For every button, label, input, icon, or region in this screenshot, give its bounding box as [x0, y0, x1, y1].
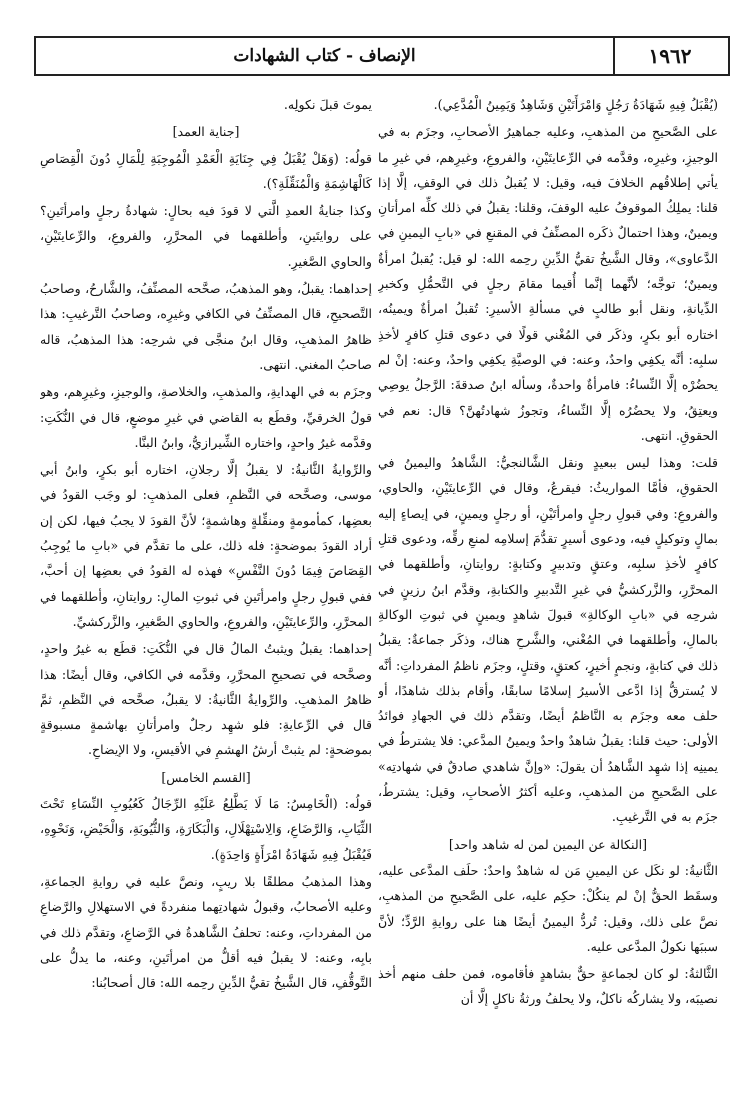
paragraph: قولُه: (الْخَامِسُ: مَا لَا يَطَّلِعُ عَلَيْهِ الرِّجَالُ كَعُيُوبِ النِّسَاءِ تَحْتَ الثِّيَابِ، وَالرَّضَاعِ، وَالِاسْتِهْلَالِ، وَالْبَكَارَةِ، وَالثُّيُوبَةِ، وَالْحَيْضِ، وَنَحْوِهِ، فَيُقْبَلُ فِيهِ شَهَادَةُ امْرَأَةٍ وَاحِدَةٍ).	[40, 796, 372, 862]
page-number: ١٩٦٢	[648, 44, 692, 68]
section-heading: [القسم الخامس]	[161, 769, 251, 785]
paragraph: إحداهما: يقبلُ ويثبتُ المالُ قال في النُّكَتِ: قطَع به غيرُ واحدٍ، وصحَّحه في تصحيحِ المحرَّرِ، وقدَّمه في الكافي، وقال أيضًا: هذا ظاهرُ المذهبِ. والرِّوايةُ الثَّانيةُ: لا يقبلُ، صحَّحه في النَّظمِ، ثمَّ قال في الرِّعايةِ: فلو شهِد رجلٌ وامرأتانِ بهاشمةٍ مسبوقةٍ بموضحةٍ: لم يثبتْ أرشُ الهشمِ في الأقيسِ، ولا الإيضاحِ.	[40, 641, 372, 758]
paragraph: وجزَم به في الهدايةِ، والمذهبِ، والخلاصةِ، والوجيزِ، وغيرِهم، وهو قولُ الخرقيِّ، وقطَع به القاضي في غيرِ موضعٍ، قال في النُّكَتِ: وقدَّمه غيرُ واحدٍ، واختاره الشِّيرازيُّ، وابنُ البنَّا.	[40, 384, 372, 450]
paragraph: الثَّانيةُ: لو نكَل عن اليمينِ مَن له شاهدٌ واحدٌ: حلَف المدَّعى عليه، وسقَط الحقُّ إنْ لم ينكُلْ: حكِم عليه، على الصَّحيحِ من المذهبِ، نصَّ على ذلك، وقيل: تُردُّ اليمينُ أيضًا هنا على روايةِ الرَّدِّ؛ لأنَّ سببَها نكولُ المدَّعى عليه.	[378, 862, 718, 954]
paragraph: قولُه: (وَهَلْ يُقْبَلُ فِي جِنَايَةِ الْعَمْدِ الْمُوجِبَةِ لِلْمَالِ دُونَ الْقِصَاصِ كَالْهَاشِمَةِ وَالْمُنَقِّلَةِ؟).	[40, 150, 372, 191]
paragraph: (يُقْبَلُ فِيهِ شَهَادَةُ رَجُلٍ وَامْرَأَتَيْنِ وَشَاهِدٌ وَيَمِينُ الْمُدَّعِي).	[433, 97, 718, 112]
paragraph: والرِّوايةُ الثَّانيةُ: لا يقبلُ إلَّا رجلانِ، اختاره أبو بكرٍ، وابنُ أبي موسى، وصحَّحه في النَّظمِ، فعلى المذهبِ: لو وجَب القودُ في بعضِها، كمأمومةٍ ومنقِّلةٍ وهاشمةٍ؛ لأنَّ القودَ لا يجبُ فيها، لكن إن أراد القودَ بموضحةٍ: فله ذلك، على ما تقدَّم في «بابِ ما يُوجِبُ القِصَاصَ فِيمَا دُونَ النَّفْسِ» فهذه له القودُ في بعضِها إن أحبَّ، ففي قبولِ رجلٍ وامرأتَينِ في ثبوتِ المالِ: روايتانِ، وأطلقهما في المحرَّرِ، والرِّعايتَيْنِ، والفروعِ، والحاوي الصَّغيرِ، والزَّركشيِّ.	[40, 462, 372, 629]
section-heading: [جناية العمد]	[172, 124, 240, 140]
running-title: الإنصاف - كتاب الشهادات	[233, 46, 416, 66]
paragraph: على الصَّحيحِ من المذهبِ، وعليه جماهيرُ الأصحابِ، وجزَم به في الوجيزِ، وغيرِه، وقدَّمه في الرِّعايتَيْنِ، والفروعِ، وغيرِهم، في غيرِ ما يأتي إطلاقُهم الخلافَ فيه، وقيل: لا يُقبلُ ذلك في الوقفِ، إلَّا إذا قلنا: يملِكُ الموقوفُ عليه الوقفَ، وقلنا: يقبلُ في ذلك كلِّه امرأتانِ ويمينٌ، وهذا احتمالٌ ذكَره المصنِّفُ في المقنعِ في «بابِ اليمينِ في الدَّعاوى»، وقال الشَّيخُ تقيُّ الدِّينِ رحِمه الله: لو قيل: يُقبلُ امرأةٌ ويمينٌ؛ توجَّه؛ لأنَّهما إنَّما أُقيما مقامَ رجلٍ في التَّحمُّلِ وكخبرِ الدِّيانةِ، ونقل أبو طالبٍ في مسألةِ الأسيرِ: تُقبلُ امرأةٌ ويمينُه، اختاره أبو بكرٍ، وذكَر في المُغْني قولًا في دعوى قتلِ كافرٍ لأخذِ سلبِه: أنَّه يكفِي واحدٌ، وعنه: في الوصيَّةِ يكفِي واحدٌ، وعنه: إنْ لم يحضُرْه إلَّا النِّساءُ: فامرأةٌ واحدةٌ، وسأله ابنُ صدقةَ: الرَّجلُ يوصِي ويعتِقُ، ولا يحضُرُه إلَّا النِّساءُ، وتجوزُ شهادتُهنَّ؟ قال: نعم في الحقوقِ. انتهى.	[378, 124, 718, 443]
paragraph: وهذا المذهبُ مطلقًا بلا ريبٍ، ونصَّ عليه في روايةِ الجماعةِ، وعليه الأصحابُ، وقبولُ شهادتِهما منفردةً في الاستهلالِ والرَّضاعِ من المفرداتِ، وعنه: تحلفُ الشَّاهدةُ في الرَّضاعِ، وتقدَّم ذلك في بابِه، وعنه: لا يقبلُ فيه أقلُّ من امرأتَينِ، وعنه، ما يدلُّ على التَّوقُّفِ، قال الشَّيخُ تقيُّ الدِّينِ رحِمه الله: قال أصحابُنا:	[40, 873, 372, 991]
section-heading: [النكالة عن اليمين لمن له شاهد واحد]	[448, 836, 648, 852]
right-text-column	[378, 92, 718, 1092]
paragraph: يموتَ قبلَ نكولِه.	[283, 97, 372, 112]
paragraph: وكذا جنايةُ العمدِ الَّتي لا قودَ فيه بحالٍ: شهادةُ رجلٍ وامرأتَينِ؟ على روايتَينِ، وأطلقهما في المحرَّرِ، والفروعِ، والرِّعايتَيْنِ، والحاوي الصَّغيرِ.	[40, 203, 372, 269]
paragraph: إحداهما: يقبلُ، وهو المذهبُ، صحَّحه المصنِّفُ، والشَّارحُ، وصاحبُ التَّصحيحِ، قال المصنِّفُ في الكافي وغيرِه، وصاحبُ التَّرغيبِ: هذا ظاهرُ المذهبِ، وقال ابنُ منجَّى في شرحِه: هذا المذهبُ، قاله صاحبُ المغني. انتهى.	[40, 281, 372, 372]
left-text-column	[40, 92, 372, 1092]
paragraph: الثَّالثةُ: لو كان لجماعةٍ حقٌّ بشاهدٍ فأقاموه، فمن حلف منهم أخذ نصيبَه، ولا يشاركُه ناكلٌ، ولا يحلفُ ورثةُ ناكلٍ إلَّا أن	[378, 966, 718, 1007]
paragraph: قلت: وهذا ليس ببعيدٍ ونقل الشَّالنجيُّ: الشَّاهدُ واليمينُ في الحقوقِ، فأمَّا المواريثُ: فيقرعُ، وقال في الرِّعايتَيْنِ، والحاوي، والفروعِ: وفي قبولِ رجلٍ وامرأتَيْنِ، أو رجلٍ ويمينٍ، في إيصاءٍ إليه بمالٍ وتوكيلٍ فيه، ودعوى أسيرٍ تقدُّمَ إسلامِه لمنعِ رقِّه، ودعوى قتلِ كافرٍ لأخذِ سلبِه، وعتقٍ وتدبيرٍ وكتابةٍ: روايتانِ، وأطلقهما في المحرَّرِ، والزَّركشيُّ في غيرِ التَّدبيرِ والكتابةِ، وقدَّم ابنُ رزينٍ في شرحِه في «بابِ الوكالةِ» قبولَ شاهدٍ ويمينٍ في ثبوتِ الوكالةِ بالمالِ، وأطلقهما في المُغْني، والشَّرحِ هناك، وذكَر جماعةٌ: يقبلُ ذلك في كتابةٍ، ونجمٍ أخيرٍ، كعتقٍ، وقتلٍ، وجزَم ناظمُ المفرداتِ: أنَّه لا يُسترقُّ إذا ادَّعى الأسيرُ إسلامًا سابقًا، وأقام بذلك شاهدًا، أو حلف معه وجزَم به النَّاظمُ أيضًا، وتقدَّم ذلك في الجهادِ فوائدُ الأولى: حيث قلنا: يقبلُ شاهدٌ واحدٌ ويمينُ المدَّعي: فلا يشترطُ في يمينِه إذا شهِد الشَّاهدُ أن يقولَ: «وإنَّ شاهدي صادقٌ في شهادتِه» على الصَّحيحِ من المذهبِ، وعليه أكثرُ الأصحابِ، وقيل: يشترطُ، جزَم به في التَّرغيبِ.	[378, 455, 718, 825]
page-header	[34, 36, 730, 76]
